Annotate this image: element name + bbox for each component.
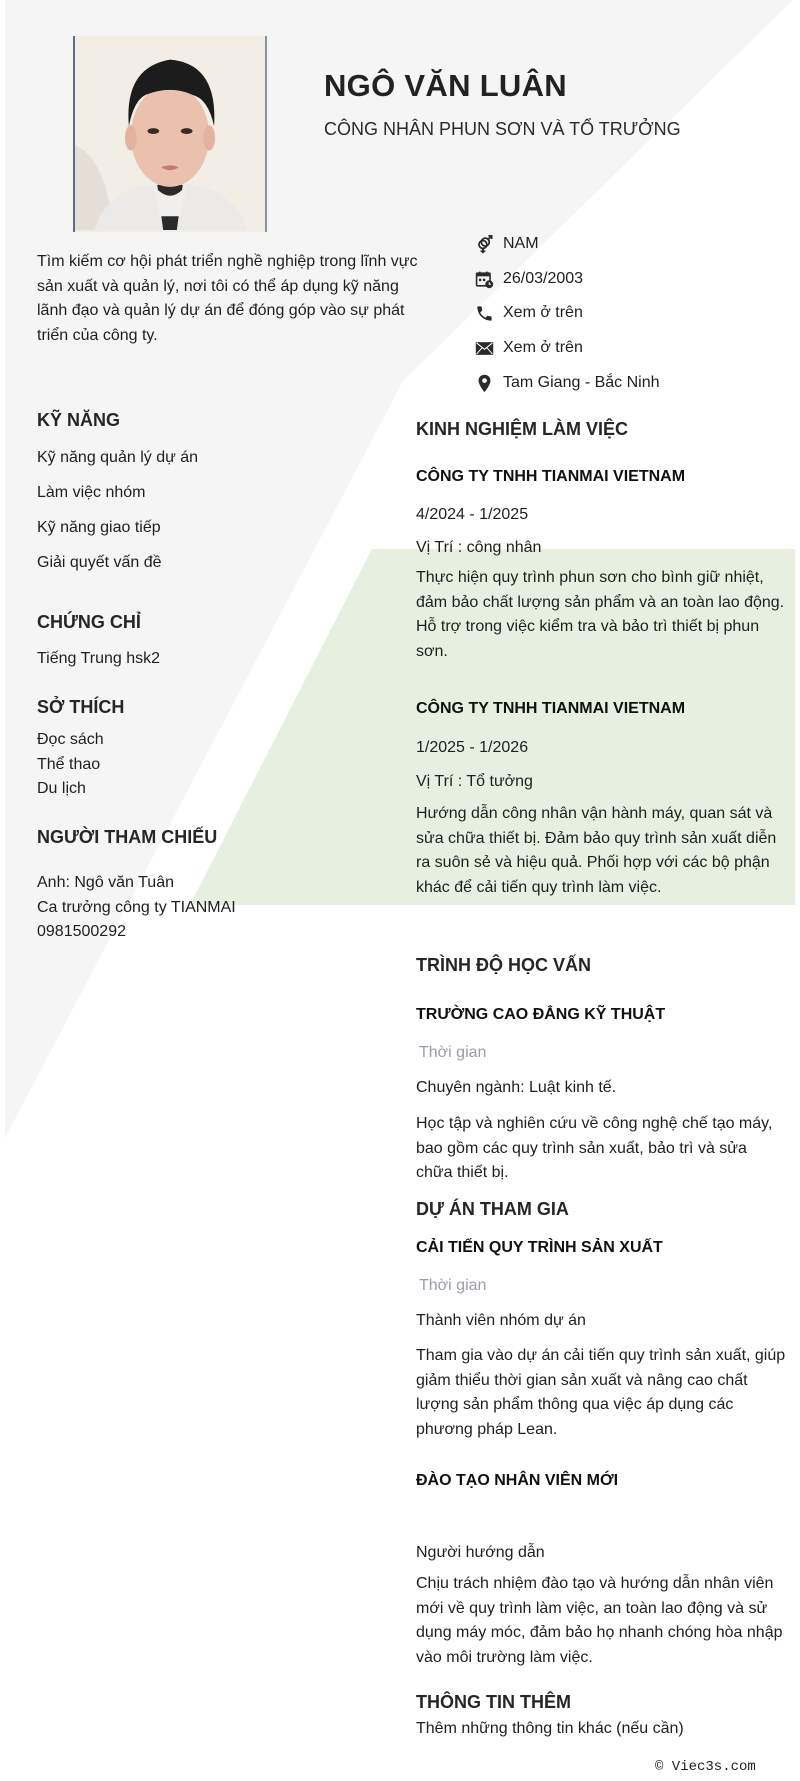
project-role: Người hướng dẫn (416, 1544, 545, 1561)
email-icon (473, 338, 495, 358)
experience-description: Thực hiện quy trình phun sơn cho bình giữ nhiệt, đảm bảo chất lượng sản phẩm và an toàn lao động. Hỗ trợ trong việc kiểm tra và bảo trì thiết bị phun sơn. (416, 569, 785, 660)
education-major: Chuyên ngành: Luật kinh tế. (416, 1079, 617, 1096)
reference-line: Ca trưởng công ty TIANMAI (37, 899, 236, 916)
education-period: Thời gian (419, 1044, 487, 1061)
additional-info-heading: THÔNG TIN THÊM (416, 1692, 571, 1712)
hobbies-heading: SỞ THÍCH (37, 697, 125, 717)
skill-item: Kỹ năng giao tiếp (37, 519, 161, 536)
experience-company: CÔNG TY TNHH TIANMAI VIETNAM (416, 468, 686, 485)
contact-birthday (473, 267, 583, 291)
project-description: Chịu trách nhiệm đào tạo và hướng dẫn nhân viên mới về quy trình làm việc, an toàn lao động và sử dụng máy móc, đảm bảo họ nhanh chóng hòa nhập vào môi trường làm việc. (416, 1575, 783, 1666)
location-pin-icon (473, 373, 495, 393)
phone-icon (473, 303, 495, 323)
candidate-name: NGÔ VĂN LUÂN (324, 68, 567, 103)
birthday-value: 26/03/2003 (503, 270, 584, 287)
gender-value: NAM (503, 235, 539, 252)
reference-line: 0981500292 (37, 923, 126, 940)
certificate-item: Tiếng Trung hsk2 (37, 650, 161, 667)
gender-icon (473, 234, 495, 254)
experience-position: Vị Trí : công nhân (416, 539, 542, 556)
experience-period: 1/2025 - 1/2026 (416, 739, 529, 756)
profile-photo (73, 36, 267, 232)
skill-item: Giải quyết vấn đề (37, 554, 162, 571)
career-objective: Tìm kiếm cơ hội phát triển nghề nghiệp trong lĩnh vực sản xuất và quản lý, nơi tôi có thể áp dụng kỹ năng lãnh đạo và quản lý dự án để đóng góp vào sự phát triển của công ty. (37, 253, 418, 344)
phone-value: Xem ở trên (503, 304, 583, 321)
certificates-heading: CHỨNG CHỈ (37, 612, 141, 632)
experience-period: 4/2024 - 1/2025 (416, 506, 529, 523)
education-description: Học tập và nghiên cứu về công nghệ chế tạo máy, bao gồm các quy trình sản xuất, bảo trì và sửa chữa thiết bị. (416, 1115, 773, 1181)
contact-email (473, 336, 583, 360)
project-name: CẢI TIẾN QUY TRÌNH SẢN XUẤT (416, 1239, 663, 1256)
project-role: Thành viên nhóm dự án (416, 1312, 586, 1329)
additional-info-text: Thêm những thông tin khác (nếu cần) (416, 1720, 684, 1737)
education-heading: TRÌNH ĐỘ HỌC VẤN (416, 955, 591, 975)
contact-phone (473, 301, 583, 325)
contact-gender (473, 232, 539, 256)
project-name: ĐÀO TẠO NHÂN VIÊN MỚI (416, 1472, 619, 1489)
experience-description: Hướng dẫn công nhân vận hành máy, quan sát và sửa chữa thiết bị. Đảm bảo quy trình sản xuất diễn ra suôn sẻ và hiệu quả. Phối hợp với các bộ phận khác để cải tiến quy trình làm việc. (416, 805, 777, 896)
hobby-item: Du lịch (37, 780, 86, 797)
copyright-footer: © Viec3s.com (655, 1759, 756, 1775)
references-heading: NGƯỜI THAM CHIẾU (37, 827, 218, 847)
job-title: CÔNG NHÂN PHUN SƠN VÀ TỔ TRƯỞNG (324, 119, 681, 139)
portrait-image (75, 36, 265, 232)
contact-address (473, 371, 660, 395)
skill-item: Làm việc nhóm (37, 484, 146, 501)
experience-position: Vị Trí : Tổ tưởng (416, 773, 533, 790)
address-value: Tam Giang - Bắc Ninh (503, 374, 660, 391)
project-description: Tham gia vào dự án cải tiến quy trình sản xuất, giúp giảm thiểu thời gian sản xuất và nâng cao chất lượng sản phẩm thông qua việc áp dụng các phương pháp Lean. (416, 1347, 786, 1438)
education-school: TRƯỜNG CAO ĐẲNG KỸ THUẬT (416, 1006, 666, 1023)
experience-company: CÔNG TY TNHH TIANMAI VIETNAM (416, 700, 686, 717)
project-period: Thời gian (419, 1277, 487, 1294)
experience-heading: KINH NGHIỆM LÀM VIỆC (416, 419, 629, 439)
hobby-item: Đọc sách (37, 731, 104, 748)
skills-heading: KỸ NĂNG (37, 410, 121, 430)
projects-heading: DỰ ÁN THAM GIA (416, 1199, 569, 1219)
hobby-item: Thể thao (37, 756, 101, 773)
skill-item: Kỹ năng quản lý dự án (37, 449, 199, 466)
reference-line: Anh: Ngô văn Tuân (37, 874, 174, 891)
email-value: Xem ở trên (503, 339, 583, 356)
calendar-icon (473, 269, 495, 289)
